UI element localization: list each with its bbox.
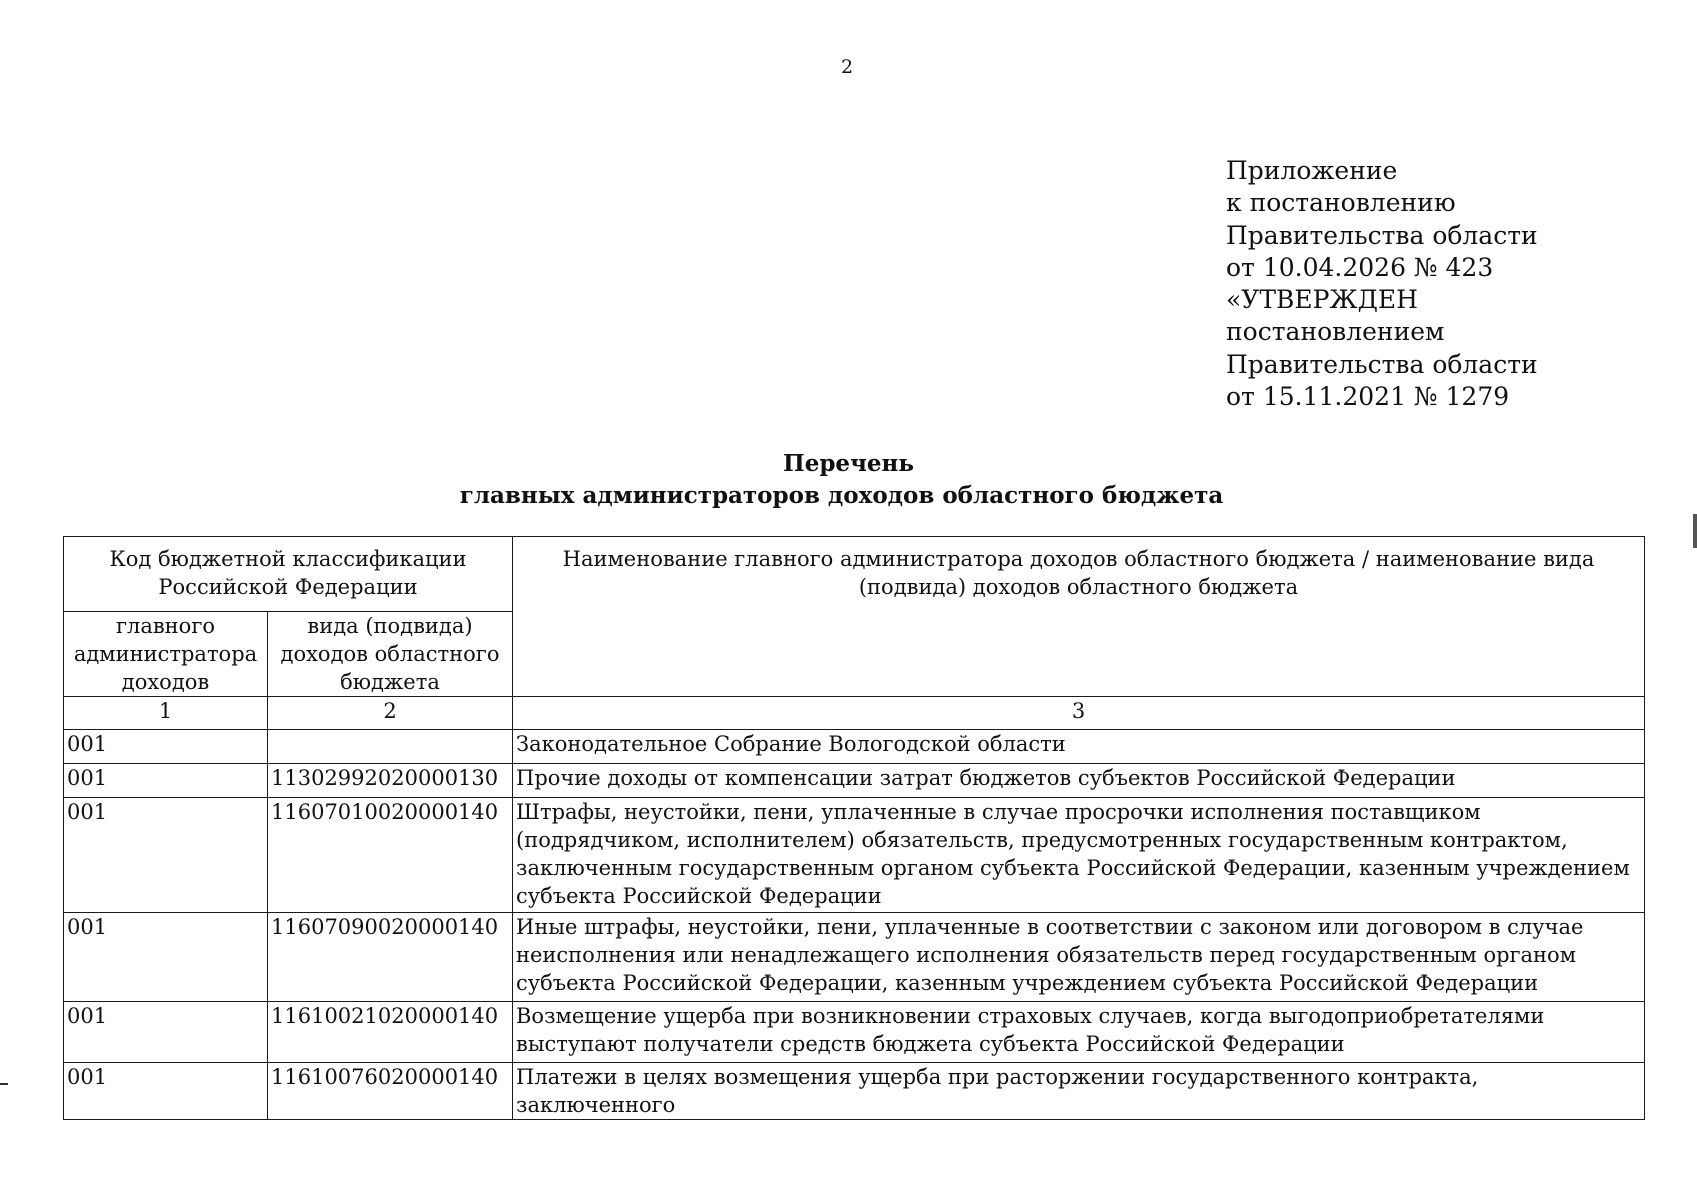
revenue-name-cell: Иные штрафы, неустойки, пени, уплаченные в соответствии с законом или договором в случае неисполнения или ненадлежащего исполнения обязательств перед государственным органом субъекта Российской Федерации, казенным учреждением субъекта Российской Федерации: [513, 913, 1645, 1002]
revenue-name-cell: Прочие доходы от компенсации затрат бюджетов субъектов Российской Федерации: [513, 764, 1645, 798]
header-budget-classification-code: Код бюджетной классификации Российской Федерации: [64, 537, 513, 612]
appendix-line: от 10.04.2026 № 423: [1226, 252, 1494, 282]
document-title: [0, 448, 1697, 512]
table-row: [64, 1002, 1645, 1063]
revenue-code-cell: 11607090020000140: [268, 913, 513, 1002]
admin-code-cell: 001: [64, 798, 268, 913]
header-main-administrator: главного администратора доходов: [64, 612, 268, 697]
appendix-line: постановлением: [1226, 317, 1445, 347]
appendix-line: Приложение: [1226, 156, 1398, 185]
revenue-code-cell: 11610021020000140: [268, 1002, 513, 1063]
admin-code-cell: 001: [64, 1063, 268, 1120]
column-number: 1: [64, 697, 268, 730]
table-row: [64, 913, 1645, 1002]
table-row: [64, 1063, 1645, 1120]
appendix-approval-block: [1226, 155, 1566, 413]
revenue-name-cell: Платежи в целях возмещения ущерба при расторжении государственного контракта, заключенного: [513, 1063, 1645, 1120]
header-administrator-name: Наименование главного администратора доходов областного бюджета / наименование вида (подвида) доходов областного бюджета: [513, 537, 1645, 697]
header-revenue-type: вида (подвида) доходов областного бюджета: [268, 612, 513, 697]
revenue-administrators-table: [63, 536, 1645, 1120]
revenue-name-cell: Штрафы, неустойки, пени, уплаченные в случае просрочки исполнения поставщиком (подрядчиком, исполнителем) обязательств, предусмотренных государственным контрактом, заключенным государственным органом субъекта Российской Федерации, казенным учреждением субъекта Российской Федерации: [513, 798, 1645, 913]
revenue-name-cell: Законодательное Собрание Вологодской области: [513, 730, 1645, 764]
table-row: [64, 764, 1645, 798]
scan-edge-mark: [1693, 514, 1697, 548]
appendix-line: от 15.11.2021 № 1279: [1226, 382, 1510, 412]
appendix-line: «УТВЕРЖДЕН: [1226, 285, 1418, 315]
appendix-line: Правительства области: [1226, 349, 1538, 379]
table-row: [64, 730, 1645, 764]
revenue-code-cell: [268, 730, 513, 764]
table-row: [64, 798, 1645, 913]
admin-code-cell: 001: [64, 1002, 268, 1063]
admin-code-cell: 001: [64, 730, 268, 764]
revenue-name-cell: Возмещение ущерба при возникновении страховых случаев, когда выгодоприобретателями выступают получатели средств бюджета субъекта Российской Федерации: [513, 1002, 1645, 1063]
revenue-code-cell: 11607010020000140: [268, 798, 513, 913]
column-number: 3: [513, 697, 1645, 730]
appendix-line: к постановлению: [1226, 188, 1456, 218]
revenue-administrators-table-container: [63, 536, 1644, 1120]
document-title-line-2: главных администраторов доходов областного бюджета: [459, 482, 1224, 509]
page-number: 2: [840, 56, 854, 78]
scan-margin-mark: [0, 1083, 8, 1085]
revenue-code-cell: 11302992020000130: [268, 764, 513, 798]
document-title-line-1: Перечень: [783, 450, 914, 477]
revenue-code-cell: 11610076020000140: [268, 1063, 513, 1120]
column-number: 2: [268, 697, 513, 730]
admin-code-cell: 001: [64, 913, 268, 1002]
appendix-line: Правительства области: [1226, 220, 1538, 250]
admin-code-cell: 001: [64, 764, 268, 798]
